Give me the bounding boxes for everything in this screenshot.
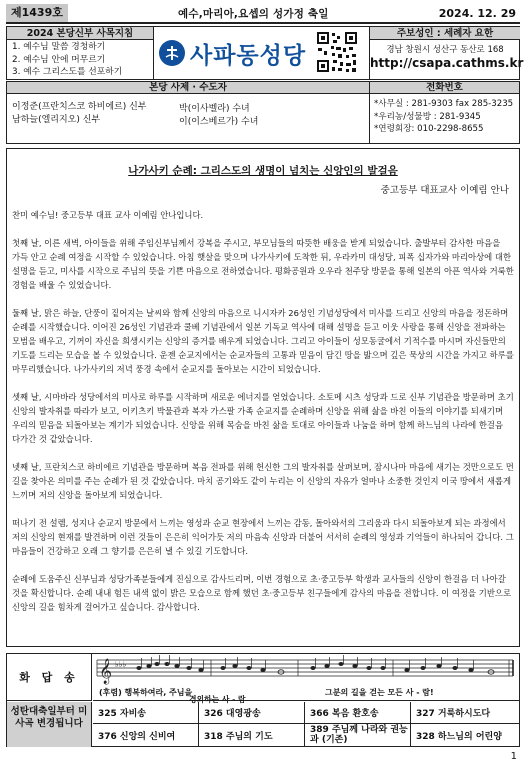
phone-header: 전화번호 [369, 82, 519, 94]
clergy-header: 본당 사제 · 수도자 [7, 82, 369, 94]
hymn-entry: 326 대영광송 [199, 702, 305, 724]
pastoral-goals-title: 2024 본당신부 사목지침 [7, 27, 153, 40]
parish-address: 경남 창원시 성산구 동산로 168 [386, 45, 504, 55]
mass-song-change-notice: 성탄대축일부터 미사곡 변경됩니다 [7, 702, 92, 747]
masthead-bar [6, 4, 520, 24]
responsorial-psalm-label: 화 답 송 [7, 654, 92, 701]
sisters-list [179, 103, 258, 129]
phone-shop: *우리농/성물방 : 281-9345 [374, 111, 481, 122]
article-paragraph: 넷째 날, 프란치스코 하비에르 기념관을 방문하며 복음 전파를 위해 헌신한 그의 발자취를 살펴보며, 잠시나마 마음에 새기는 것만으로도 먼 길을 찾아온 의미를 주는 순례가 된 것 같았습니다. 마치 공기와도 같이 누리는 이 신앙의 자유가 얼마나 소중한 것인지 이국 땅에서 새롭게 느끼며 저의 신앙을 돌아보게 되었습니다. [12, 462, 514, 500]
hymn-entry: 325 자비송 [93, 702, 199, 724]
article-paragraph: 셋째 날, 시마바라 성당에서의 미사로 하루를 시작하며 새로운 에너지를 얻었습니다. 소토메 시츠 성당과 드로 신부 기념관을 방문하며 초기 신앙의 발자취를 따라가 보고, 이키츠키 박물관과 복자 가스팔 가족 순교지를 순례하며 신앙을 위해 삶을 바친 이들의 이야기를 되새기며 우리의 믿음을 되돌아보는 계기가 되었습니다. 신앙을 위해 목숨을 바친 삶을 토대로 아이들과 나눔을 하며 함께 하느님의 나라에 한걸음 다가간 것 같았습니다. [12, 392, 514, 444]
sister-name: 이(이스베르가) 수녀 [179, 117, 259, 127]
pastoral-goal-item: 3. 예수 그리스도를 선포하기 [12, 67, 123, 77]
svg-text:♭♭♭: ♭♭♭ [115, 660, 127, 669]
lyrics-line-3: 그분의 길을 걷는 모든 사 - 람! [325, 688, 434, 697]
header-box [6, 26, 524, 80]
svg-text:𝄞: 𝄞 [99, 659, 113, 684]
hymn-entry: 376 신앙의 신비여 [93, 724, 199, 746]
hymn-entry: 327 거룩하시도다 [411, 702, 519, 724]
article-title-text: 나가사키 순례: 그리스도의 생명이 넘치는 신앙인의 발걸음 [128, 165, 398, 177]
issue-number: 제1439호 [6, 4, 68, 22]
column-divider [369, 94, 370, 143]
church-emblem-icon [159, 40, 185, 66]
parish-website-link[interactable]: http://csapa.cathms.kr [370, 56, 524, 70]
article-paragraph: 떠나기 전 설렘, 성지나 순교지 방문에서 느끼는 영성과 순교 현장에서 느끼는 감동, 돌아와서의 그리움과 다시 되돌아보게 되는 과정에서 저의 신앙의 현재를 발견하며 이런 것들이 은은히 익어가듯 저의 마음속 신앙과 더불어 서서히 순례의 영성과 기억들이 하나되어 갑니다. 그 마음들이 건강하고 오래 그 향기를 은은히 낼 수 있길 기도합니다. [12, 518, 514, 556]
article-paragraph: 찬미 예수님! 중고등부 대표 교사 이예림 안나입니다. [12, 210, 204, 220]
article-title [7, 163, 519, 178]
sister-name: 박(이사벨라) 수녀 [179, 104, 250, 114]
hymn-entry: 318 주님의 기도 [199, 724, 305, 746]
article-paragraph: 첫째 날, 이른 새벽, 아이들을 위해 주임신부님께서 강복을 주시고, 부모님들의 따뜻한 배웅을 받게 되었습니다. 출발부터 감사한 마음을 가득 안고 순례 여정을 시작할 수 있었습니다. 아침 햇살을 맞으며 나가사키에 도착한 뒤, 우라카미 대성당, 피폭 십자가와 마리아상에 대한 설명을 듣고, 미사를 시작으로 주님의 뜻을 기쁜 마음으로 전하였습니다. 평화공원과 오우라 천주당 방문을 통해 일본의 아픈 역사와 거룩한 경험을 배울 수 있었습니다. [12, 238, 514, 290]
priests-list [12, 101, 146, 127]
hymn-number-grid [93, 702, 519, 747]
priest-name: 남하늘(엘리지오) 신부 [12, 115, 101, 125]
pastoral-goals [7, 27, 154, 79]
page-number: 1 [510, 751, 517, 762]
phone-office: *사무실 : 281-9303 fax 285-3235 [374, 99, 514, 109]
article-box [6, 148, 520, 647]
article-paragraph: 순례에 도움주신 신부님과 성당가족분들에게 진심으로 감사드리며, 이번 경험으로 초·중고등부 학생과 교사들의 신앙이 한걸음 더 나아갈 것을 확신합니다. 순례 내내 험든 내색 없이 밝은 모습으로 함께 했던 초·중고등부 친구들에게 감사의 마음을 전합니다. 이 여정을 기반으로 신앙의 길을 힘차게 걸어가고 싶습니다. 감사합니다. [12, 574, 511, 612]
hymn-entry: 366 복음 환호송 [305, 702, 411, 724]
patron-saint-panel [369, 27, 524, 79]
phone-list [374, 98, 513, 136]
lyrics-line-1: (후렴) 행복하여라, 주님을 [99, 688, 193, 697]
article-paragraphs [12, 208, 516, 628]
music-staff [93, 654, 519, 704]
issue-date: 2024. 12. 29 [438, 6, 516, 20]
parish-logo-text: 사파동성당 [190, 41, 307, 69]
pastoral-goal-item: 1. 예수님 말씀 경청하기 [12, 42, 106, 52]
article-paragraph: 둘째 날, 맑은 하늘, 단풍이 짙어지는 날씨와 함께 신앙의 마음으로 니시자카 26성인 기념성당에서 미사를 드리고 신앙의 마음을 정돈하며 순례를 시작했습니다. 이어진 26성인 기념관과 쿨베 기념관에서 일본 기독교 역사에 대해 설명을 듣고 이웃 사랑을 통해 신앙을 전파하는 모범을 배우고, 기꺼이 자신을 희생시키는 신앙의 증거를 배우게 되었습니다. 그리고 아이들이 성모동굴에서 기적수를 마시며 자신들만의 기도를 드리는 모습을 볼 수 있었습니다. 운젠 순교지에서는 순교자들의 고통과 믿음이 담긴 땅을 밟으며 깊은 묵상의 시간을 가지고 하루를 마무리했습니다. 나가사키의 저녁 풍경 속에서 순교지를 돌아보는 시간이 되었습니다. [12, 308, 514, 374]
patron-saint-title: 주보성인 : 세례자 요한 [370, 27, 520, 40]
hymn-entry: 389 주님께 나라와 권능과 (기존) [305, 724, 411, 746]
lyrics-line-2: 경외하는 사 - 람 [189, 695, 246, 704]
phone-funeral-society: *연령회장: 010-2298-8655 [374, 124, 484, 134]
qr-code-icon[interactable] [315, 30, 359, 74]
hymn-section [6, 653, 520, 747]
clergy-contact-box [6, 81, 520, 144]
article-byline: 중고등부 대표교사 이예림 안나 [380, 185, 509, 196]
priest-name: 이정준(프란치스코 하비에르) 신부 [12, 102, 147, 112]
feast-title: 예수,마리아,요셉의 성가정 축일 [178, 7, 329, 20]
hymn-entry: 328 하느님의 어린양 [416, 731, 502, 742]
pastoral-goals-list [7, 40, 153, 79]
pastoral-goal-item: 2. 예수님 안에 머무르기 [12, 54, 106, 65]
